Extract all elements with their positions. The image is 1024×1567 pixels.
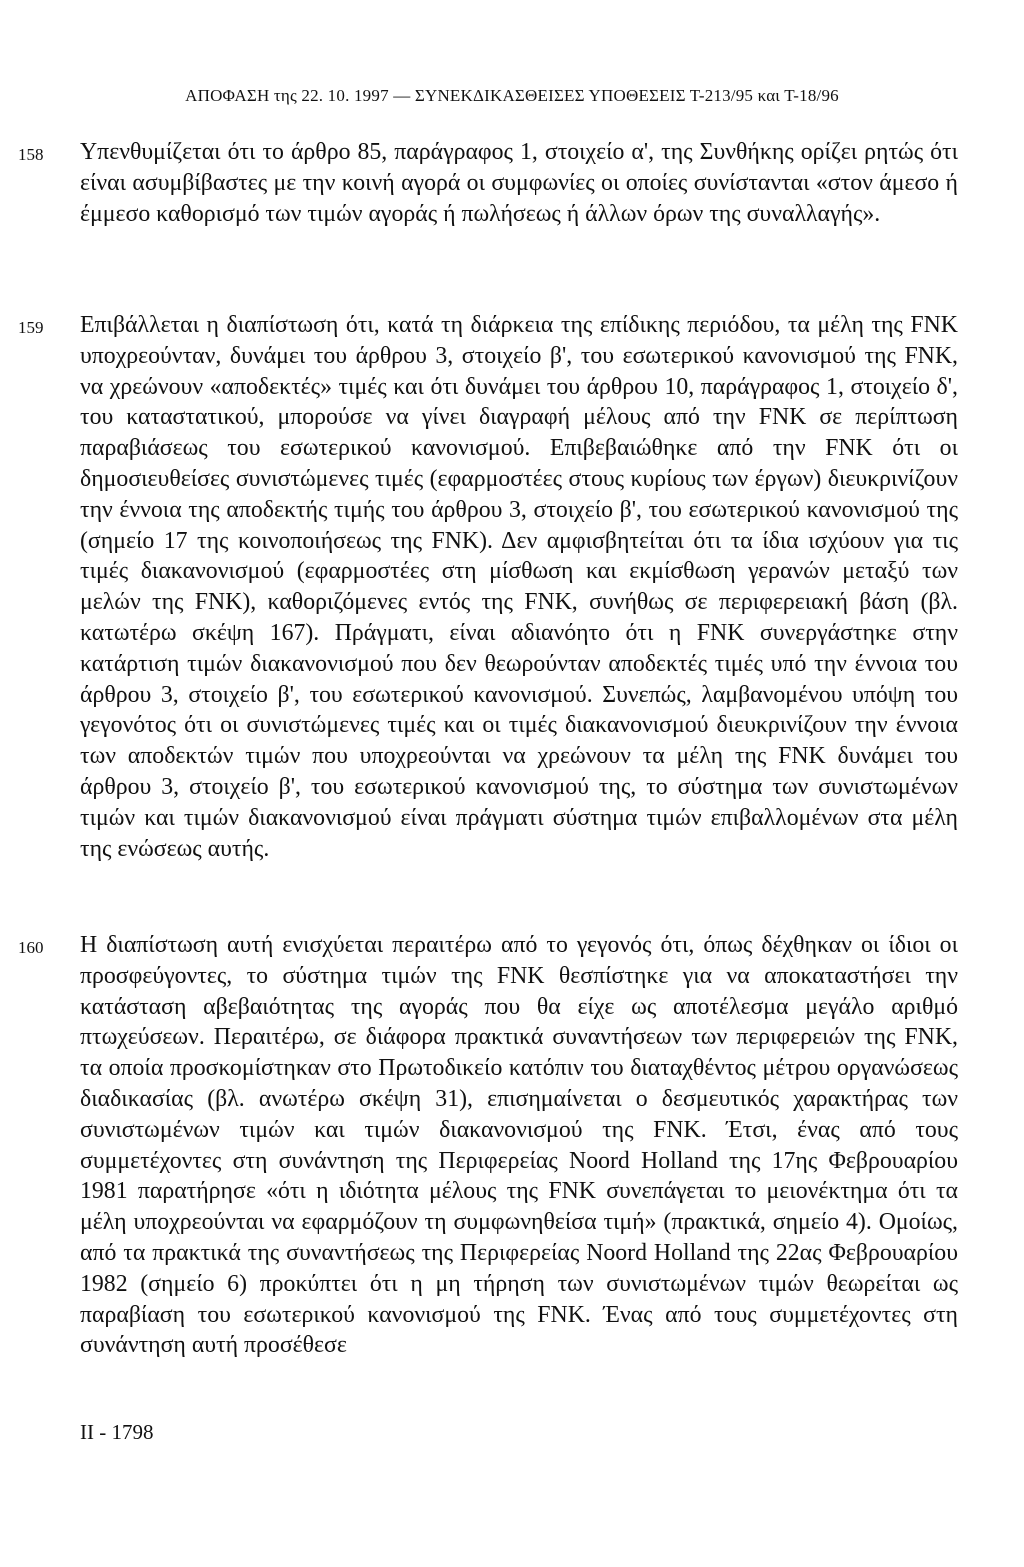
paragraph-158 <box>18 137 958 229</box>
paragraph-text: Επιβάλλεται η διαπίστωση ότι, κατά τη διάρκεια της επίδικης περιόδου, τα μέλη της FNK υποχρεούνταν, δυνάμει του άρθρου 3, στοιχείο β', του εσωτερικού κανονισμού της FNK, να χρεώνουν «αποδεκτές» τιμές και ότι δυνάμει του άρθρου 10, παράγραφος 1, στοιχείο δ', του καταστατικού, μπορούσε να γίνει διαγραφή μέλους από την FNK σε περίπτωση παραβιάσεως του εσωτερικού κανονισμού. Επιβεβαιώθηκε από την FNK ότι οι δημοσιευθείσες συνιστώμενες τιμές (εφαρμοστέες στους κυρίους των έργων) διευκρινίζουν την έννοια της αποδεκτής τιμής του άρθρου 3, στοιχείο β', του εσωτερικού κανονισμού της (σημείο 17 της κοινοποιήσεως της FNK). Δεν αμφισβητείται ότι τα ίδια ισχύουν για τις τιμές διακανονισμού (εφαρμοστέες στη μίσθωση και εκμίσθωση γερανών μεταξύ των μελών της FNK), καθοριζόμενες εντός της FNK, συνήθως σε περιφερειακή βάση (βλ. κατωτέρω σκέψη 167). Πράγματι, είναι αδιανόητο ότι η FNK συνεργάστηκε στην κατάρτιση τιμών διακανονισμού που δεν θεωρούνταν αποδεκτές τιμές υπό την έννοια του άρθρου 3, στοιχείο β', του εσωτερικού κανονισμού. Συνεπώς, λαμβανομένου υπόψη του γεγονότος ότι οι συνιστώμενες τιμές και οι τιμές διακανονισμού διευκρινίζουν την έννοια των αποδεκτών τιμών που υποχρεούνται να χρεώνουν τα μέλη της FNK δυνάμει του άρθρου 3, στοιχείο β', του εσωτερικού κανονισμού της, το σύστημα των συνιστωμένων τιμών και τιμών διακανονισμού είναι πράγματι σύστημα τιμών επιβαλλομένων στα μέλη της ενώσεως αυτής. <box>80 312 958 862</box>
page-number: II - 1798 <box>80 1420 154 1444</box>
paragraph-text: Η διαπίστωση αυτή ενισχύεται περαιτέρω από το γεγονός ότι, όπως δέχθηκαν οι ίδιοι οι προσφεύγοντες, το σύστημα τιμών της FNK θεσπίστηκε για να αποκαταστήσει την κατάσταση αβεβαιότητας της αγοράς που θα είχε ως αποτέλεσμα μεγάλο αριθμό πτωχεύσεων. Περαιτέρω, σε διάφορα πρακτικά συναντήσεων των περιφερειών της FNK, τα οποία προσκομίστηκαν στο Πρωτοδικείο κατόπιν του διαταχθέντος μέτρου οργανώσεως διαδικασίας (βλ. ανωτέρω σκέψη 31), επισημαίνεται ο δεσμευτικός χαρακτήρας των συνιστωμένων τιμών και τιμών διακανονισμού της FNK. Έτσι, ένας από τους συμμετέχοντες στη συνάντηση της Περιφερείας Noord Holland της 17ης Φεβρουαρίου 1981 παρατήρησε «ότι η ιδιότητα μέλους της FNK συνεπάγεται το μειονέκτημα ότι τα μέλη υποχρεούνται να εφαρμόζουν τη συμφωνηθείσα τιμή» (πρακτικά, σημείο 4). Ομοίως, από τα πρακτικά της συναντήσεως της Περιφερείας Noord Holland της 22ας Φεβρουαρίου 1982 (σημείο 6) προκύπτει ότι η μη τήρηση των συνιστωμένων τιμών θεωρείται ως παραβίαση του εσωτερικού κανονισμού της FNK. Ένας από τους συμμετέχοντες στη συνάντηση αυτή προσέθεσε <box>80 932 958 1359</box>
paragraph-number: 159 <box>18 318 44 337</box>
paragraph-160 <box>18 930 958 1361</box>
paragraph-159 <box>18 310 958 864</box>
paragraph-text: Υπενθυμίζεται ότι το άρθρο 85, παράγραφος 1, στοιχείο α', της Συνθήκης ορίζει ρητώς ότι είναι ασυμβίβαστες με την κοινή αγορά οι συμφωνίες οι οποίες συνίστανται «στον άμεσο ή έμμεσο καθορισμό των τιμών αγοράς ή πωλήσεως ή άλλων όρων της συναλλαγής». <box>80 139 958 227</box>
paragraph-number: 158 <box>18 145 44 164</box>
running-header: ΑΠΟΦΑΣΗ της 22. 10. 1997 — ΣΥΝΕΚΔΙΚΑΣΘΕΙΣΕΣ ΥΠΟΘΕΣΕΙΣ Τ-213/95 και Τ-18/96 <box>185 86 839 105</box>
paragraph-number: 160 <box>18 938 44 957</box>
